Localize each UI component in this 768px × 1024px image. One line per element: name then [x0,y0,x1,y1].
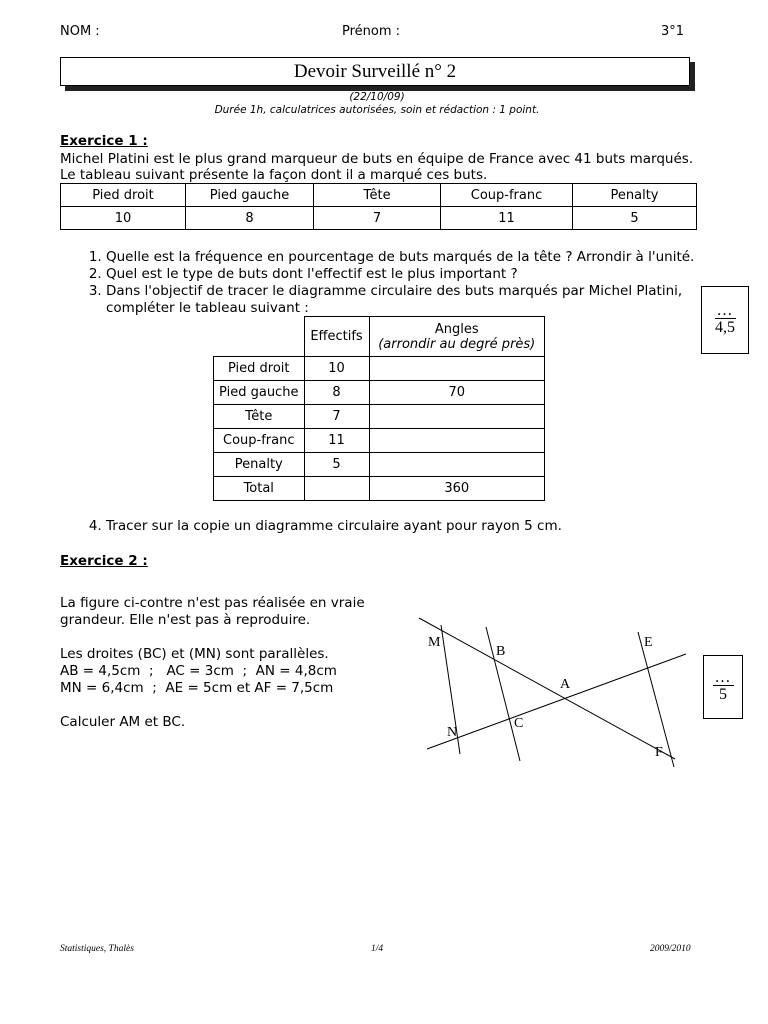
score-dots: … [716,301,734,319]
angles-corner-cell [214,317,305,357]
score-points: 4,5 [715,318,735,336]
exercise2-line-3: Les droites (BC) et (MN) sont parallèles. [60,646,329,662]
point-label-m: M [428,635,441,650]
questions-list-continued [60,518,700,535]
angles-row-angle: 360 [369,477,545,501]
footer-school-year: 2009/2010 [650,944,691,954]
point-label-b: B [496,644,506,659]
angles-row-effectif [304,477,369,501]
title-box [60,57,690,86]
goals-table-value-row [61,207,697,230]
question-3 [106,283,700,317]
questions-block-2 [60,518,700,535]
angles-table-header-row [214,317,545,357]
exercise1-intro-1: Michel Platini est le plus grand marqueur de buts en équipe de France avec 41 buts marqués. [60,151,694,167]
question-3-line1: Dans l'objectif de tracer le diagramme circulaire des buts marqués par Michel Platini, [106,283,683,299]
angles-row-label: Penalty [214,453,305,477]
point-label-n: N [447,725,458,740]
exercise1-score-box [701,286,749,354]
angles-row-effectif: 11 [304,429,369,453]
class-label: 3°1 [661,24,685,39]
angles-row-angle [369,405,545,429]
angles-row-effectif: 8 [304,381,369,405]
angles-row-label: Total [214,477,305,501]
angles-row [214,381,545,405]
question-4: 4. Tracer sur la copie un diagramme circulaire ayant pour rayon 5 cm. [106,518,700,535]
angles-row [214,405,545,429]
footer-subject: Statistiques, Thalès [60,944,134,954]
angles-row-effectif: 10 [304,357,369,381]
exercise2-score-box [703,655,743,719]
goals-value-cell: 7 [314,207,441,230]
exercise2-title: Exercice 2 : [60,553,148,569]
angles-row [214,453,545,477]
instructions-line: Durée 1h, calculatrices autorisées, soin et rédaction : 1 point. [214,104,540,116]
angles-row-effectif: 7 [304,405,369,429]
goals-value-cell: 5 [573,207,697,230]
date-line: (22/10/09) [349,91,405,103]
point-label-e: E [644,635,653,650]
angles-row-angle [369,357,545,381]
angles-row-label: Coup-franc [214,429,305,453]
effectifs-header: Effectifs [304,317,369,357]
questions-block-1 [60,249,700,317]
goals-header-cell: Penalty [573,184,697,207]
goals-table-header-row [61,184,697,207]
point-label-a: A [560,677,571,692]
footer-page-number: 1/4 [371,944,384,954]
goals-header-cell: Pied gauche [186,184,314,207]
score-points: 5 [719,685,727,703]
goals-value-cell: 8 [186,207,314,230]
goals-value-cell: 10 [61,207,186,230]
angles-row [214,357,545,381]
exercise2-line-2: grandeur. Elle n'est pas à reproduire. [60,612,311,628]
exercise2-line-5: MN = 6,4cm ; AE = 5cm et AF = 7,5cm [60,680,334,696]
question-3-line2: compléter le tableau suivant : [106,300,309,316]
goals-table [60,183,697,230]
angles-total-row [214,477,545,501]
exercise1-title: Exercice 1 : [60,133,148,149]
angles-row [214,429,545,453]
exercise2-line-1: La figure ci-contre n'est pas réalisée en vraie [60,595,365,611]
page-title: Devoir Surveillé n° 2 [293,60,457,82]
angles-header-subtitle: (arrondir au degré près) [378,336,536,352]
angles-row-angle [369,429,545,453]
goals-header-cell: Coup-franc [441,184,573,207]
exercise1-intro-2: Le tableau suivant présente la façon dont il a marqué ces buts. [60,167,488,183]
exercise2-line-6: Calculer AM et BC. [60,714,186,730]
angles-row-angle: 70 [369,381,545,405]
score-dots: … [714,668,732,686]
prenom-label: Prénom : [342,24,401,39]
question-2: 2. Quel est le type de buts dont l'effectif est le plus important ? [106,266,700,283]
thales-figure [410,610,710,775]
angles-header [369,317,545,357]
angles-row-angle [369,453,545,477]
exercise2-line-4: AB = 4,5cm ; AC = 3cm ; AN = 4,8cm [60,663,337,679]
angles-row-label: Tête [214,405,305,429]
questions-list [60,249,700,317]
goals-value-cell: 11 [441,207,573,230]
angles-header-title: Angles [434,321,479,337]
angles-row-label: Pied gauche [214,381,305,405]
point-label-c: C [514,716,524,731]
goals-header-cell: Pied droit [61,184,186,207]
point-label-f: F [655,745,663,760]
nom-label: NOM : [60,24,100,39]
angles-row-label: Pied droit [214,357,305,381]
question-1: 1. Quelle est la fréquence en pourcentage de buts marqués de la tête ? Arrondir à l'unité. [106,249,700,266]
angles-row-effectif: 5 [304,453,369,477]
goals-header-cell: Tête [314,184,441,207]
angles-table [213,316,545,501]
